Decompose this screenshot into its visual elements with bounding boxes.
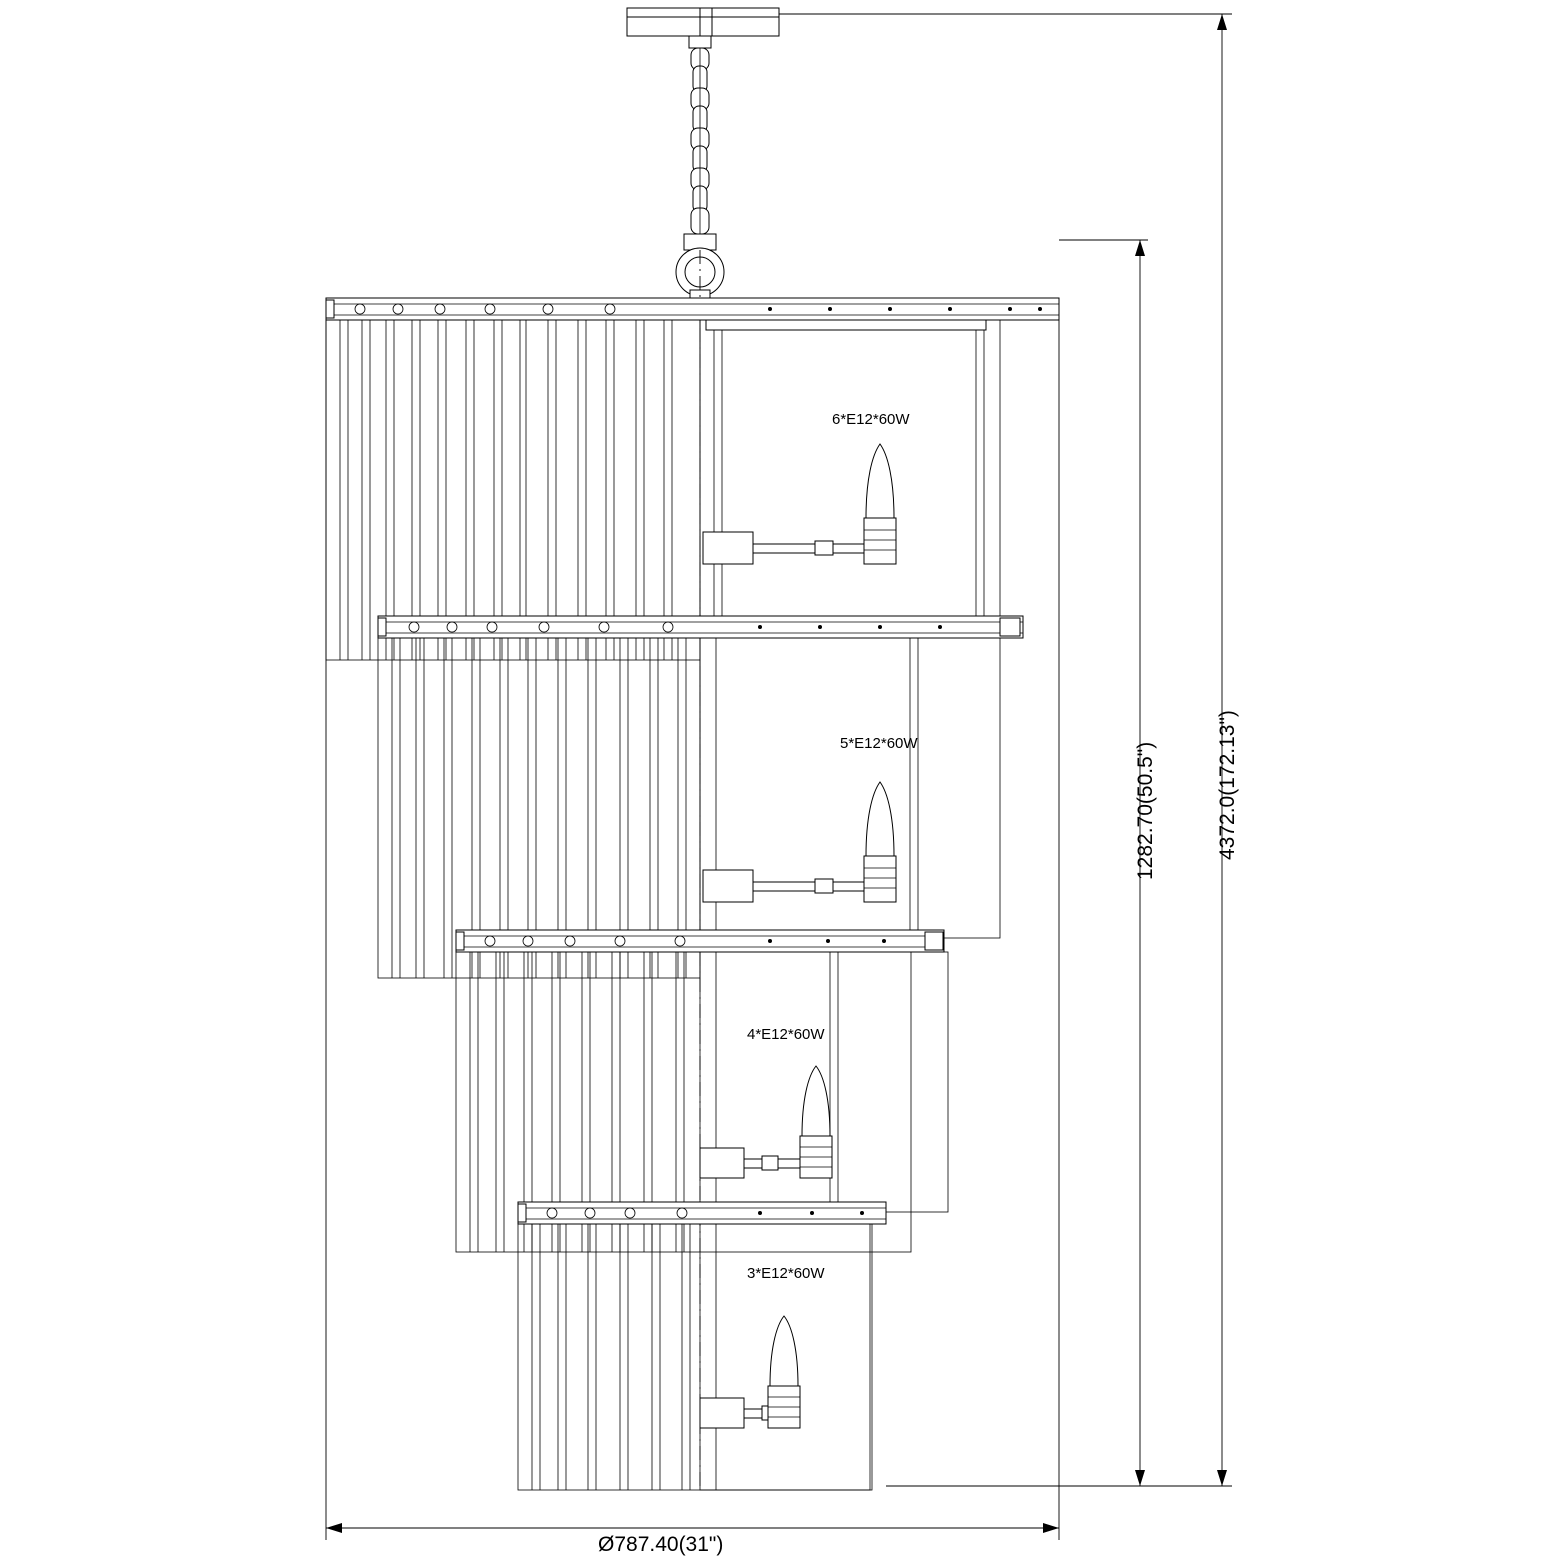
diameter-dimension: Ø787.40(31") — [598, 1533, 724, 1556]
tier-4-assembly — [518, 1202, 886, 1490]
tier-4-bulb-label: 4*E12*60W — [747, 1026, 825, 1043]
tier-1-assembly — [326, 298, 1059, 660]
ceiling-canopy — [627, 8, 779, 48]
suspension-chain — [691, 48, 709, 234]
tier-5-bulb-label: 5*E12*60W — [840, 735, 918, 752]
fixture-height-dimension: 1282.70(50.5") — [1134, 741, 1157, 880]
tier-6-bulb-label: 6*E12*60W — [832, 411, 910, 428]
overall-height-dimension: 4372.0(172.13") — [1216, 710, 1239, 860]
tier-3-bulb-label: 3*E12*60W — [747, 1265, 825, 1282]
tier-2-assembly — [378, 616, 1023, 978]
dimension-lines — [326, 14, 1232, 1540]
